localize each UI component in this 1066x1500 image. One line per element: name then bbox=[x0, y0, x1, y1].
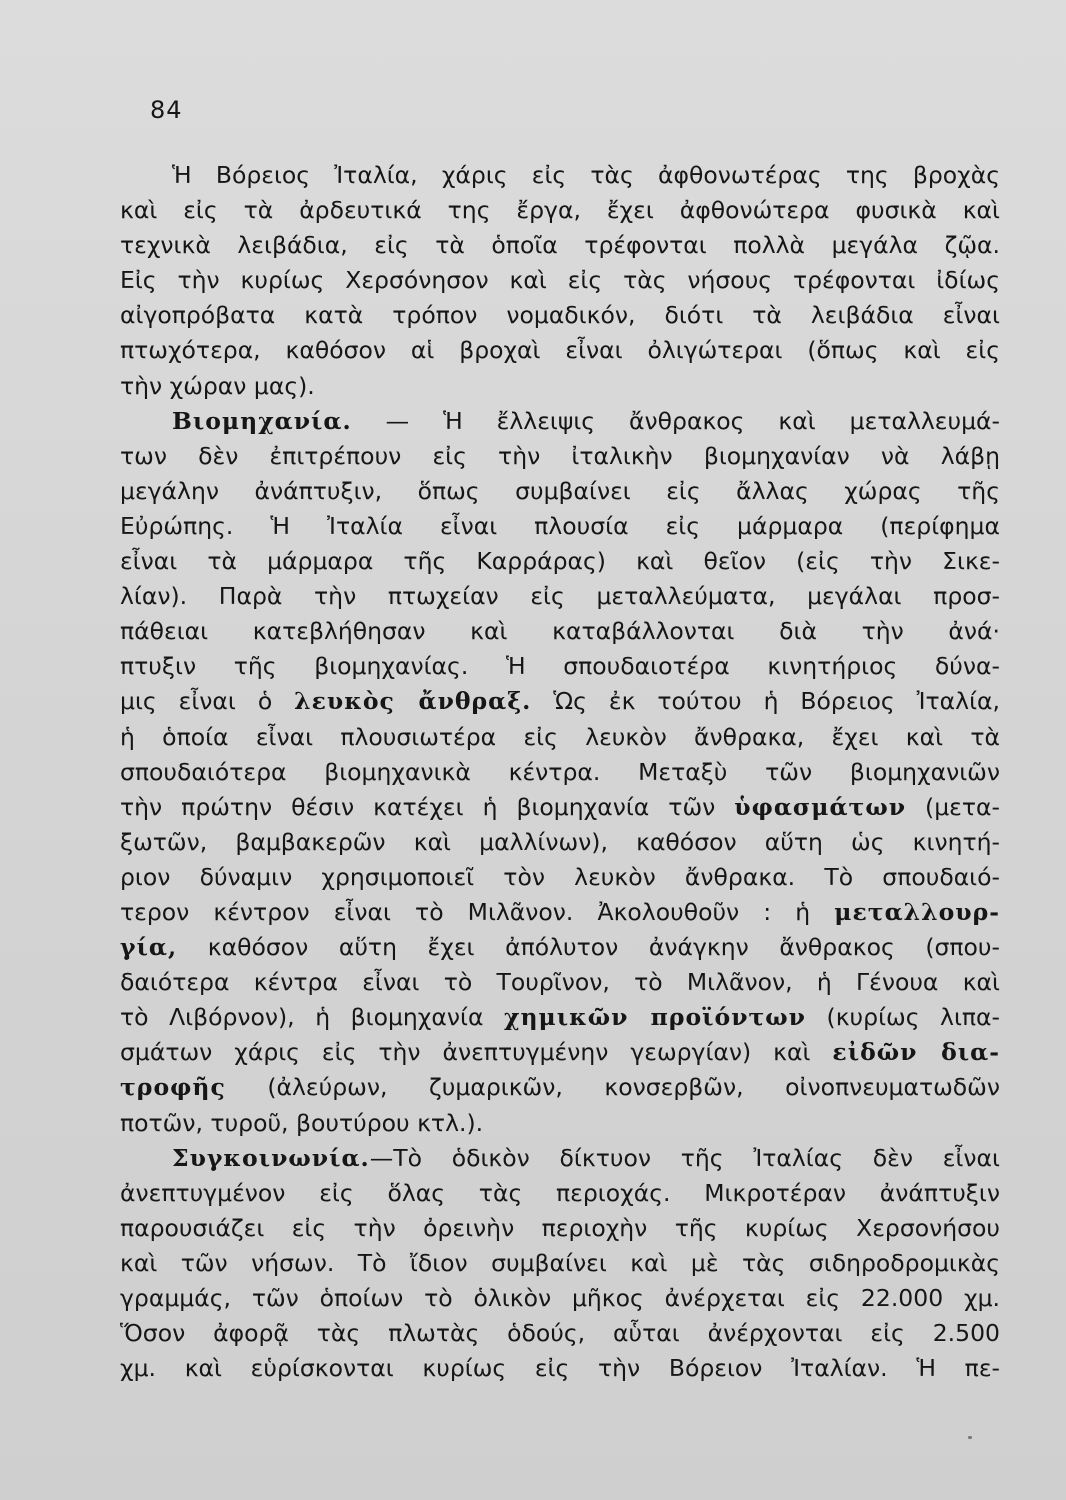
text-line bbox=[120, 1351, 1000, 1386]
text-run: αἰγοπρόβατα κατὰ τρόπον νομαδικόν, διότι τὰ λειβάδια εἶναι bbox=[120, 301, 1000, 330]
text-run: εἶναι τὰ μάρμαρα τῆς Καρράρας) καὶ θεῖον (εἰς τὴν Σικε- bbox=[120, 547, 1000, 576]
text-run: Ὡς ἐκ τούτου ἡ Βόρειος Ἰταλία, bbox=[531, 687, 1000, 716]
text-line bbox=[120, 1246, 1000, 1281]
text-line bbox=[120, 228, 1000, 263]
text-line bbox=[120, 263, 1000, 298]
text-run: παρουσιάζει εἰς τὴν ὀρεινὴν περιοχὴν τῆς κυρίως Χερσονήσου bbox=[120, 1213, 1000, 1242]
text-run: ριον δύναμιν χρησιμοποιεῖ τὸν λευκὸν ἄνθρακα. Τὸ σπουδαιό- bbox=[120, 862, 1000, 891]
text-line bbox=[120, 825, 1000, 860]
bold-term: Βιομηχανία. bbox=[172, 406, 352, 435]
text-line bbox=[120, 1035, 1000, 1070]
bold-term: μεταλλουρ- bbox=[834, 897, 1000, 926]
text-line bbox=[120, 1176, 1000, 1211]
text-line bbox=[120, 1316, 1000, 1351]
text-run: μις εἶναι ὁ bbox=[120, 687, 295, 716]
text-line bbox=[120, 509, 1000, 544]
bold-term: γία, bbox=[120, 933, 178, 962]
text-run: (μετα- bbox=[906, 792, 1000, 821]
text-line bbox=[120, 930, 1000, 965]
text-line bbox=[120, 755, 1000, 790]
text-run: γραμμάς, τῶν ὁποίων τὸ ὁλικὸν μῆκος ἀνέρχεται εἰς 22.000 χμ. bbox=[120, 1284, 1000, 1312]
bold-term: εἰδῶν δια- bbox=[832, 1038, 1000, 1067]
text-run: σμάτων χάρις εἰς τὴν ἀνεπτυγμένην γεωργίαν) καὶ bbox=[120, 1038, 833, 1067]
text-run: (ἀλεύρων, ζυμαρικῶν, κονσερβῶν, οἰνοπνευματωδῶν bbox=[225, 1073, 1000, 1102]
text-line bbox=[120, 720, 1000, 755]
text-run: ξωτῶν, βαμβακερῶν καὶ μαλλίνων), καθόσον αὕτη ὡς κινητή- bbox=[120, 827, 1000, 856]
text-run: ποτῶν, τυροῦ, βουτύρου κτλ.). bbox=[120, 1108, 484, 1137]
text-line bbox=[120, 1281, 1000, 1316]
text-run: Εὐρώπης. Ἡ Ἰταλία εἶναι πλουσία εἰς μάρμαρα (περίφημα bbox=[120, 511, 1000, 540]
bold-term: ὑφασμάτων bbox=[734, 792, 907, 821]
text-run: τὸ Λιβόρνον), ἡ βιομηχανία bbox=[120, 1003, 504, 1032]
body-text bbox=[120, 158, 1000, 1386]
text-run: πτωχότερα, καθόσον αἱ βροχαὶ εἶναι ὀλιγώτεραι (ὅπως καὶ εἰς bbox=[120, 336, 1000, 365]
text-line bbox=[120, 333, 1000, 368]
text-run: καὶ τῶν νήσων. Τὸ ἴδιον συμβαίνει καὶ μὲ τὰς σιδηροδρομικὰς bbox=[120, 1248, 1000, 1277]
text-line bbox=[120, 965, 1000, 1000]
bold-term: τροφῆς bbox=[120, 1073, 226, 1102]
text-run: — Ἡ ἔλλειψις ἄνθρακος καὶ μεταλλευμά- bbox=[351, 406, 1000, 435]
text-run: (κυρίως λιπα- bbox=[806, 1003, 1000, 1032]
text-run: χμ. καὶ εὑρίσκονται κυρίως εἰς τὴν Βόρειον Ἰταλίαν. Ἡ πε- bbox=[120, 1354, 1000, 1383]
text-run: Ἡ Βόρειος Ἰταλία, χάρις εἰς τὰς ἀφθονωτέρας της βροχὰς bbox=[172, 161, 1000, 189]
text-run: Εἰς τὴν κυρίως Χερσόνησον καὶ εἰς τὰς νήσους τρέφονται ἰδίως bbox=[120, 266, 1000, 295]
text-line bbox=[120, 684, 1000, 719]
text-run: δαιότερα κέντρα εἶναι τὸ Τουρῖνον, τὸ Μιλᾶνον, ἡ Γένουα καὶ bbox=[120, 968, 1000, 997]
text-line bbox=[120, 474, 1000, 509]
text-run: πάθειαι κατεβλήθησαν καὶ καταβάλλονται διὰ τὴν ἀνά· bbox=[120, 617, 1000, 646]
text-line bbox=[120, 193, 1000, 228]
text-run: πτυξιν τῆς βιομηχανίας. Ἡ σπουδαιοτέρα κινητήριος δύνα- bbox=[120, 652, 1000, 681]
text-run: καὶ εἰς τὰ ἀρδευτικά της ἔργα, ἔχει ἀφθονώτερα φυσικὰ καὶ bbox=[120, 196, 1000, 225]
text-line bbox=[120, 579, 1000, 614]
text-run: μεγάλην ἀνάπτυξιν, ὅπως συμβαίνει εἰς ἄλλας χώρας τῆς bbox=[120, 476, 1000, 505]
text-run: Ὅσον ἀφορᾷ τὰς πλωτὰς ὁδούς, αὗται ἀνέρχονται εἰς 2.500 bbox=[120, 1319, 1000, 1348]
text-line bbox=[120, 544, 1000, 579]
bold-term: Συγκοινωνία. bbox=[172, 1143, 370, 1172]
text-line bbox=[120, 404, 1000, 439]
text-run: ἡ ὁποία εἶναι πλουσιωτέρα εἰς λευκὸν ἄνθρακα, ἔχει καὶ τὰ bbox=[120, 722, 1000, 751]
text-line bbox=[120, 1211, 1000, 1246]
text-line bbox=[120, 298, 1000, 333]
text-line bbox=[120, 1000, 1000, 1035]
text-run: τερον κέντρον εἶναι τὸ Μιλᾶνον. Ἀκολουθοῦν : ἡ bbox=[120, 897, 835, 926]
paper-speck bbox=[968, 1436, 972, 1439]
text-run: τεχνικὰ λειβάδια, εἰς τὰ ὁποῖα τρέφονται πολλὰ μεγάλα ζῷα. bbox=[120, 231, 1000, 260]
text-line bbox=[120, 790, 1000, 825]
text-run: τὴν πρώτην θέσιν κατέχει ἡ βιομηχανία τῶν bbox=[120, 792, 735, 821]
page-number: 84 bbox=[150, 96, 183, 124]
bold-term: χημικῶν προϊόντων bbox=[503, 1003, 806, 1032]
text-line bbox=[120, 158, 1000, 193]
text-run: καθόσον αὕτη ἔχει ἀπόλυτον ἀνάγκην ἄνθρακος (σπου- bbox=[177, 933, 1000, 962]
text-line bbox=[120, 439, 1000, 474]
text-line bbox=[120, 1070, 1000, 1105]
text-run: των δὲν ἐπιτρέπουν εἰς τὴν ἰταλικὴν βιομηχανίαν νὰ λάβῃ bbox=[120, 441, 1000, 470]
text-run: —Τὸ ὁδικὸν δίκτυον τῆς Ἰταλίας δὲν εἶναι bbox=[369, 1143, 1000, 1172]
text-run: ἀνεπτυγμένον εἰς ὅλας τὰς περιοχάς. Μικροτέραν ἀνάπτυξιν bbox=[120, 1178, 1000, 1207]
bold-term: λευκὸς ἄνθραξ. bbox=[294, 687, 532, 716]
text-run: τὴν χώραν μας). bbox=[120, 371, 315, 400]
text-run: λίαν). Παρὰ τὴν πτωχείαν εἰς μεταλλεύματα, μεγάλαι προσ- bbox=[120, 582, 1000, 611]
text-line bbox=[120, 614, 1000, 649]
text-run: σπουδαιότερα βιομηχανικὰ κέντρα. Μεταξὺ τῶν βιομηχανιῶν bbox=[120, 757, 1000, 786]
text-line bbox=[120, 860, 1000, 895]
text-line bbox=[120, 1106, 1000, 1141]
text-line bbox=[120, 369, 1000, 404]
text-line bbox=[120, 649, 1000, 684]
text-line bbox=[120, 1141, 1000, 1176]
text-line bbox=[120, 895, 1000, 930]
